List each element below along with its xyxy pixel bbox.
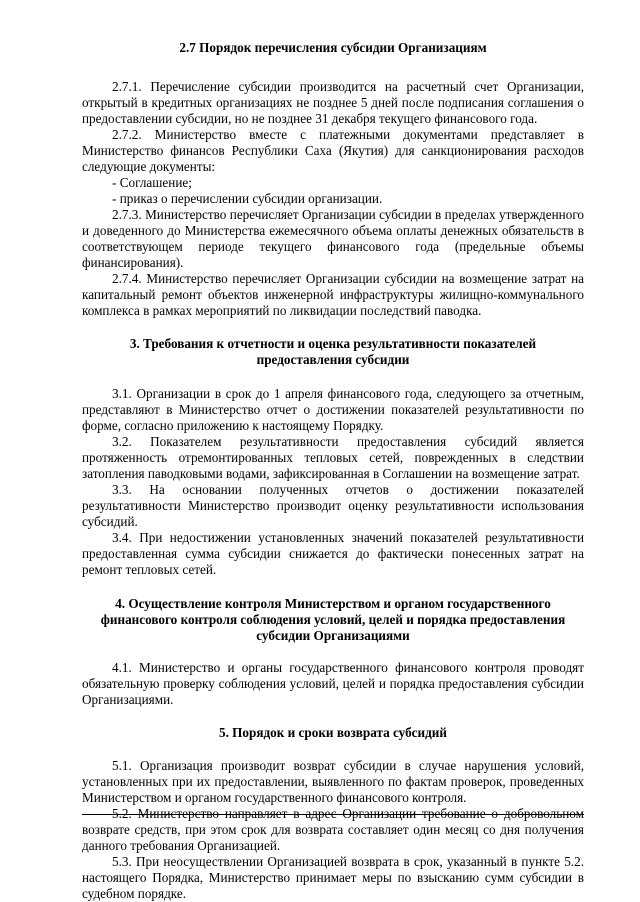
section-3-heading	[82, 336, 584, 368]
paragraph-5-3: 5.3. При неосуществлении Организацией возврата в срок, указанный в пункте 5.2. настоящего Порядка, Министерство принимает меры по взысканию сумм субсидии в судебном порядке.	[82, 854, 584, 901]
paragraph-2-7-1: 2.7.1. Перечисление субсидии производится на расчетный счет Организации, открытый в кредитных организациях не позднее 5 дней после подписания соглашения о предоставлении субсидии, но не позднее 31 декабря текущего финансового года.	[82, 79, 584, 126]
paragraph-3-2: 3.2. Показателем результативности предоставления субсидий является протяженность отремонтированных тепловых сетей, поврежденных в следствии затопления паводковыми водами, зафиксированная в Соглашении на возмещение затрат.	[82, 434, 584, 481]
paragraph-2-7-2: 2.7.2. Министерство вместе с платежными документами представляет в Министерство финансов Республики Саха (Якутия) для санкционирования расходов следующие документы:	[82, 127, 584, 174]
section-4-heading-line1: 4. Осуществление контроля Министерством и органом государственного	[115, 596, 551, 611]
section-4-heading	[82, 596, 584, 644]
list-item-agreement: - Соглашение;	[112, 175, 192, 190]
paragraph-2-7-4: 2.7.4. Министерство перечисляет Организации субсидии на возмещение затрат на капитальный ремонт объектов инженерной инфраструктуры жилищно-коммунального комплекса в рамках мероприятий по ликвидации последствий паводка.	[82, 271, 584, 318]
section-2-7-heading: 2.7 Порядок перечисления субсидии Организациям	[179, 40, 487, 55]
paragraph-2-7-3: 2.7.3. Министерство перечисляет Организации субсидии в пределах утвержденного и доведенного до Министерства ежемесячного объема оплаты денежных обязательств в соответствующем периоде текущего финансового года (предельные объемы финансирования).	[82, 207, 584, 270]
list-item-order: - приказ о перечислении субсидии организации.	[112, 191, 383, 206]
section-3-heading-line2: предоставления субсидии	[256, 352, 410, 367]
paragraph-4-1: 4.1. Министерство и органы государственного финансового контроля проводят обязательную проверку соблюдения условий, целей и порядка предоставления субсидии Организациями.	[82, 660, 584, 707]
document-body	[82, 30, 584, 902]
footer-divider	[82, 814, 584, 815]
section-4-heading-line2: финансового контроля соблюдения условий, целей и порядка предоставления	[100, 612, 566, 627]
paragraph-3-1: 3.1. Организации в срок до 1 апреля финансового года, следующего за отчетным, представляют в Министерство отчет о достижении показателей результативности по форме, согласно приложению к настоящему Порядку.	[82, 386, 584, 433]
paragraph-3-4: 3.4. При недостижении установленных значений показателей результативности предоставленная сумма субсидии снижается до фактически понесенных затрат на ремонт тепловых сетей.	[82, 530, 584, 577]
paragraph-5-1: 5.1. Организация производит возврат субсидии в случае нарушения условий, установленных при их предоставлении, выявленного по фактам проверок, проведенных Министерством и органом государственного финансового контроля.	[82, 758, 584, 805]
section-4-heading-line3: субсидии Организациями	[256, 628, 410, 643]
paragraph-5-2: 5.2. Министерство направляет в адрес Организации требование о добровольном возврате средств, при этом срок для возврата составляет один месяц со дня получения данного требования Организацией.	[82, 806, 584, 853]
section-3-heading-line1: 3. Требования к отчетности и оценка результативности показателей	[129, 336, 537, 351]
section-5-heading: 5. Порядок и сроки возврата субсидий	[218, 725, 447, 740]
paragraph-3-3: 3.3. На основании полученных отчетов о достижении показателей результативности Министерство производит оценку результативности использования субсидий.	[82, 482, 584, 529]
